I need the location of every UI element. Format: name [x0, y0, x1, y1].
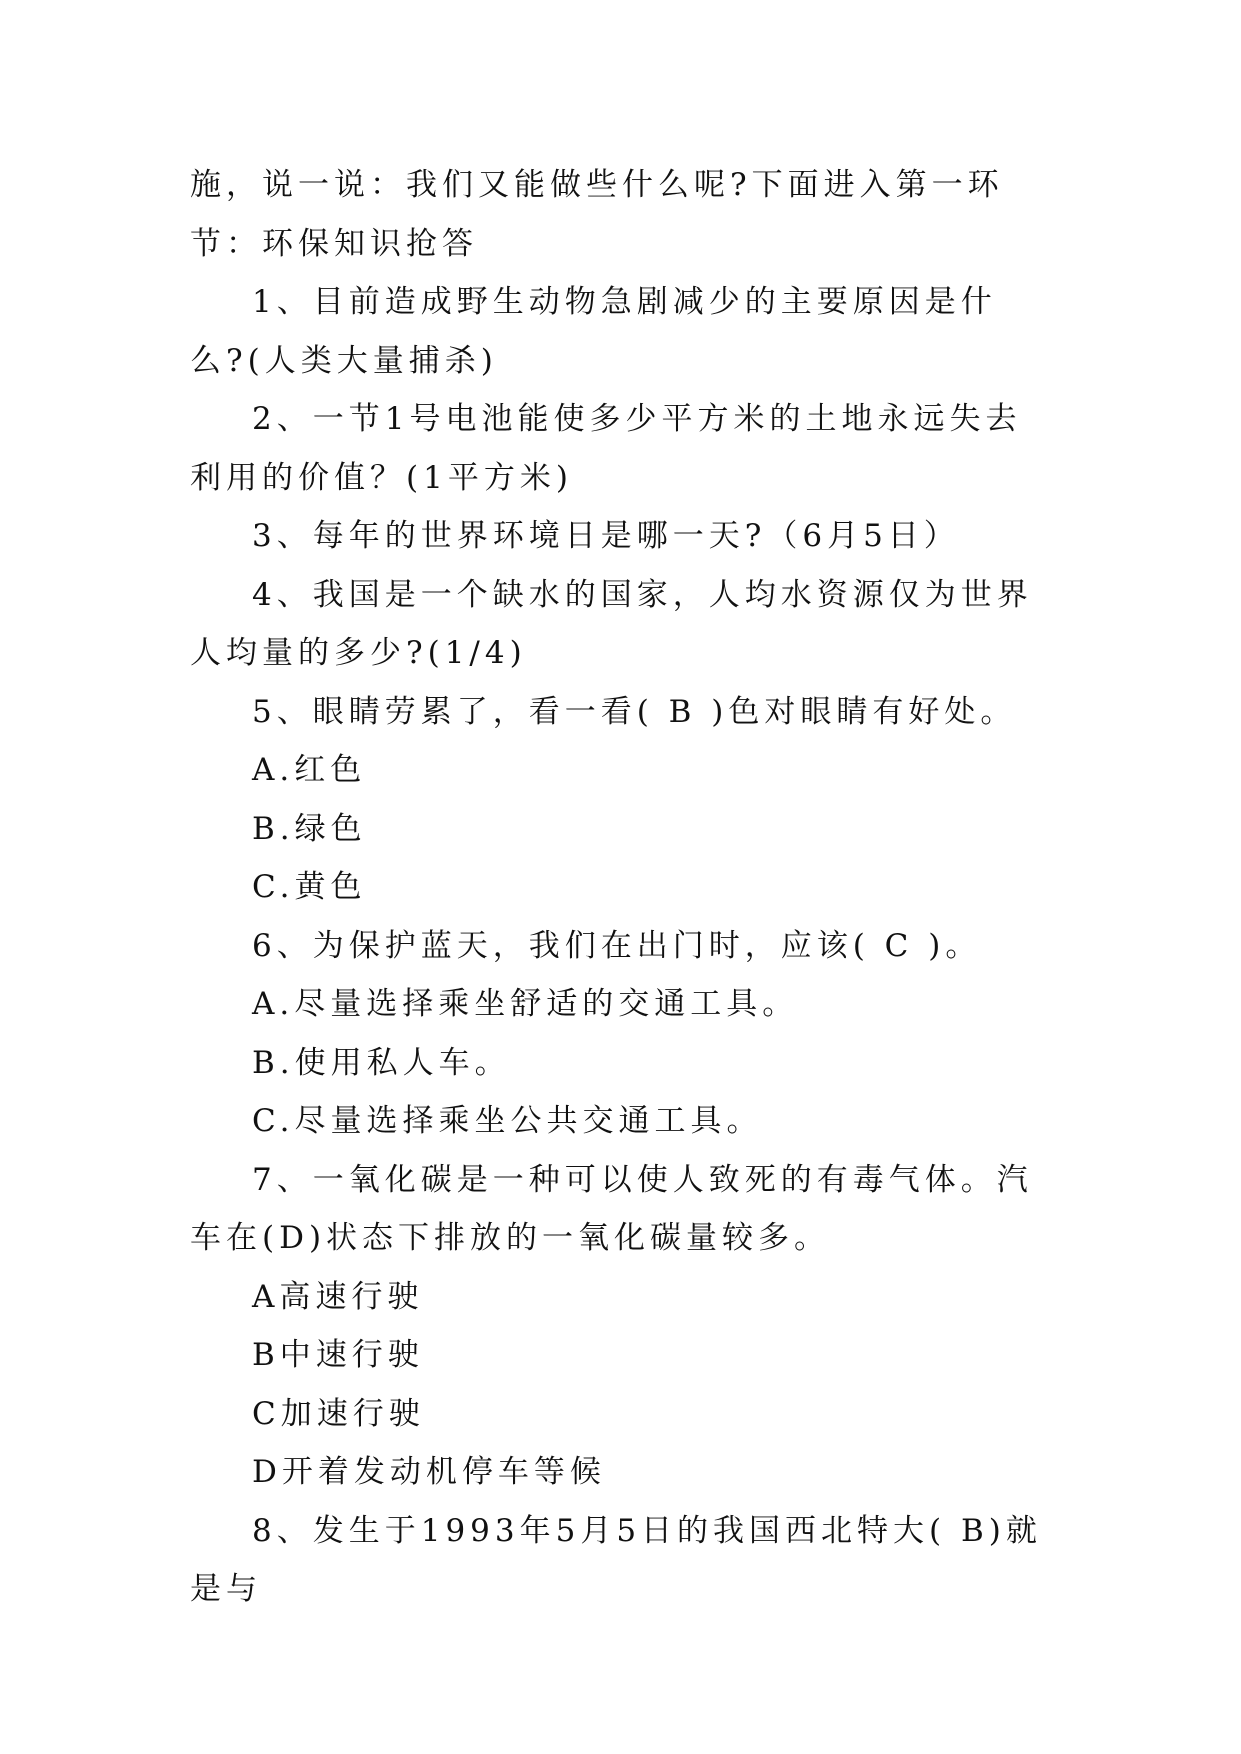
question-5-option-b: B.绿色 [252, 810, 367, 847]
question-6-option-c: C.尽量选择乘坐公共交通工具。 [252, 1103, 763, 1139]
question-5: 5、眼睛劳累了，看一看( B )色对眼睛有好处。 [252, 693, 1017, 730]
question-6-option-a: A.尽量选择乘坐舒适的交通工具。 [252, 986, 799, 1022]
question-3: 3、每年的世界环境日是哪一天?（6月5日） [252, 518, 960, 554]
question-7-option-a: A高速行驶 [252, 1278, 424, 1315]
question-4: 4、我国是一个缺水的国家，人均水资源仅为世界人均量的多少?(1/4) [190, 576, 1033, 671]
question-5-option-a: A.红色 [252, 752, 367, 788]
question-7-option-d: D开着发动机停车等候 [252, 1454, 606, 1490]
question-7-option-c: C加速行驶 [252, 1395, 425, 1432]
question-8: 8、发生于1993年5月5日的我国西北特大( B)就是与 [190, 1512, 1042, 1607]
question-5-option-c: C.黄色 [252, 869, 367, 905]
question-7: 7、一氧化碳是一种可以使人致死的有毒气体。汽车在(D)状态下排放的一氧化碳量较多。 [190, 1161, 1033, 1256]
question-7-option-b: B中速行驶 [252, 1337, 424, 1373]
question-1: 1、目前造成野生动物急剧减少的主要原因是什么?(人类大量捕杀) [190, 284, 997, 379]
question-6-option-b: B.使用私人车。 [252, 1044, 511, 1081]
paragraph-intro: 施，说一说：我们又能做些什么呢?下面进入第一环节：环保知识抢答 [190, 167, 1004, 262]
document-body [190, 156, 1050, 1619]
question-2: 2、一节1号电池能使多少平方米的土地永远失去利用的价值？(1平方米) [190, 401, 1022, 496]
question-6: 6、为保护蓝天，我们在出门时，应该( C )。 [252, 927, 982, 964]
